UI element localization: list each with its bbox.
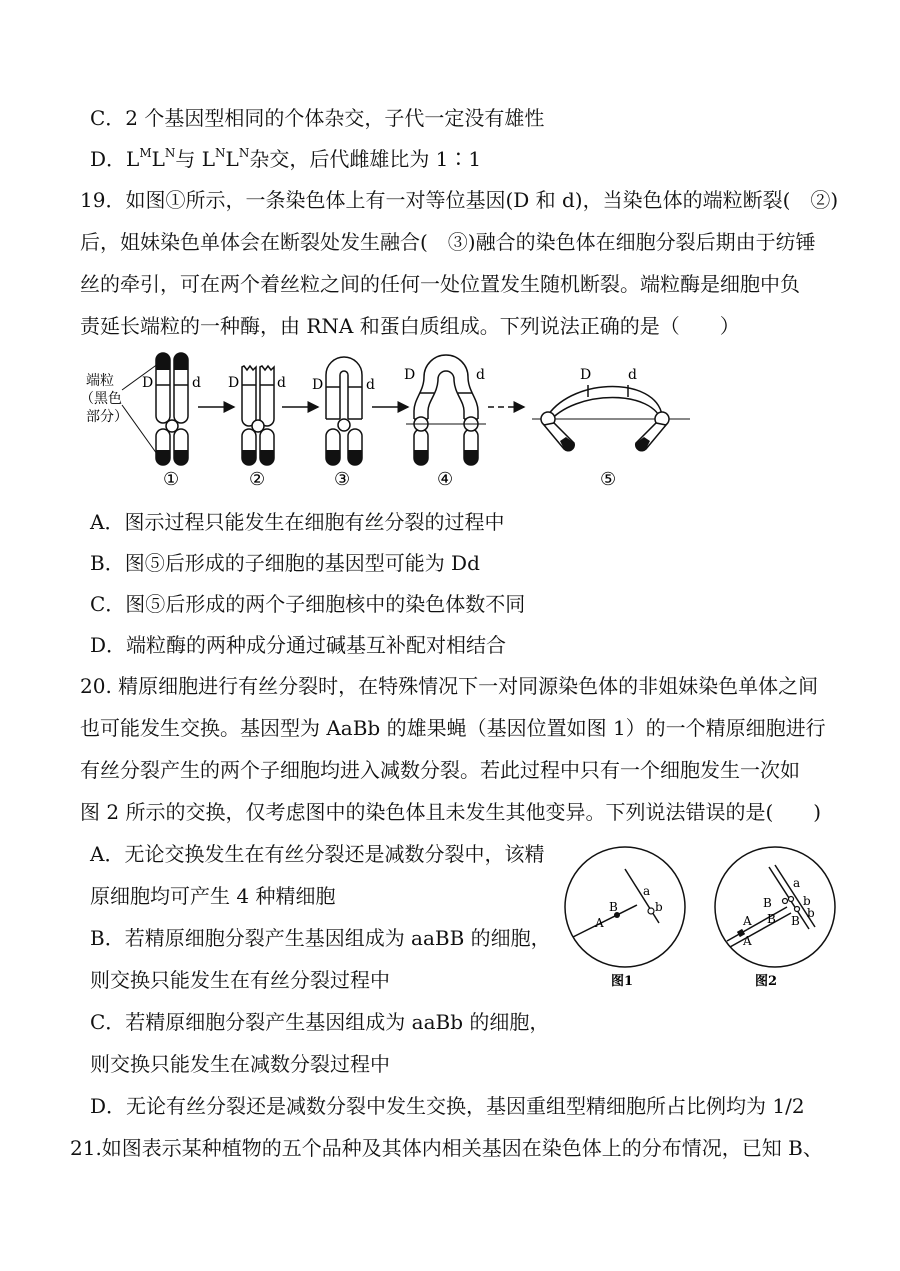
step-label-1: ① (163, 469, 180, 490)
gene-label-D: D (580, 367, 592, 383)
fig2-gene-B: B (763, 896, 772, 910)
q18-option-d: D．$L^ML^N$与 $L^NL^N$杂交，后代雌雄比为 1∶1 (90, 146, 482, 171)
gene-label-d: d (366, 377, 375, 393)
q19-option-b: B．图⑤后形成的子细胞的基因型可能为 Dd (90, 551, 480, 575)
gene-label-d: d (628, 367, 637, 383)
q19-stem-line-3: 丝的牵引，可在两个着丝粒之间的任何一处位置发生随机断裂。端粒酶是细胞中负 (80, 272, 800, 296)
homologous-chromosome-figures (555, 845, 845, 995)
fig2-gene-a: a (793, 876, 801, 890)
chromosome-step-3 (312, 357, 375, 465)
fig1-gene-b: b (655, 900, 663, 914)
callout-line-1: 端粒 (86, 373, 114, 389)
gene-label-d: d (476, 367, 485, 383)
q20-option-b-line-1: B．若精原细胞分裂产生基因组成为 aaBB 的细胞， (90, 926, 551, 950)
q19-option-d: D．端粒酶的两种成分通过碱基互补配对相结合 (90, 633, 507, 657)
step-label-3: ③ (334, 469, 351, 490)
q20-stem-line-2: 也可能发生交换。基因型为 AaBb 的雄果蝇（基因位置如图 1）的一个精原细胞进行 (80, 716, 826, 740)
fig2-gene-B: B (767, 912, 776, 926)
gene-label-D: D (142, 375, 154, 391)
step-label-4: ④ (437, 469, 454, 490)
fig2-gene-b: b (803, 894, 811, 908)
q18-option-c: C．2 个基因型相同的个体杂交，子代一定没有雄性 (90, 106, 545, 130)
q20-option-b-line-2: 则交换只能发生在有丝分裂过程中 (90, 968, 390, 992)
fig2-gene-B: B (791, 914, 800, 928)
callout-line-3: 部分） (86, 409, 128, 425)
q20-stem-line-1: 20. 精原细胞进行有丝分裂时，在特殊情况下一对同源染色体的非姐妹染色单体之间 (80, 674, 819, 698)
callout-line-2: （黑色 (80, 391, 122, 407)
q20-option-c-line-1: C．若精原细胞分裂产生基因组成为 aaBb 的细胞， (90, 1010, 550, 1034)
q20-option-c-line-2: 则交换只能发生在减数分裂过程中 (90, 1052, 390, 1076)
figure-1 (565, 847, 685, 989)
fig1-gene-a: a (643, 884, 651, 898)
q19-stem-line-1: 19．如图①所示，一条染色体上有一对等位基因(D 和 d)，当染色体的端粒断裂( ②) (80, 188, 839, 212)
q20-stem-line-3: 有丝分裂产生的两个子细胞均进入减数分裂。若此过程中只有一个细胞发生一次如 (80, 758, 800, 782)
fig2-gene-A: A (743, 934, 752, 948)
chromosome-step-5 (532, 367, 690, 451)
step-label-2: ② (249, 469, 266, 490)
q20-stem-line-4: 图 2 所示的交换，仅考虑图中的染色体且未发生其他变异。下列说法错误的是( ) (80, 800, 822, 824)
q20-option-d: D．无论有丝分裂还是减数分裂中发生交换，基因重组型精细胞所占比例均为 1/2 (90, 1094, 805, 1118)
chromosome-fusion-figure (70, 345, 710, 495)
fig2-label: 图2 (755, 974, 778, 989)
chromosome-step-4 (404, 355, 486, 465)
fig1-label: 图1 (611, 974, 634, 989)
chromosome-step-1 (142, 353, 201, 465)
q20-option-a-line-2: 原细胞均可产生 4 种精细胞 (90, 884, 336, 908)
fig2-gene-b: b (807, 906, 815, 920)
chromosome-step-2 (228, 366, 286, 465)
q19-stem-line-4: 责延长端粒的一种酶，由 RNA 和蛋白质组成。下列说法正确的是（ ） (80, 314, 740, 338)
gene-label-d: d (277, 375, 286, 391)
q19-option-c: C．图⑤后形成的两个子细胞核中的染色体数不同 (90, 592, 526, 616)
gene-label-d: d (192, 375, 201, 391)
fig1-gene-B: B (609, 900, 618, 914)
q20-option-a-line-1: A．无论交换发生在有丝分裂还是减数分裂中，该精 (90, 842, 545, 866)
q21-stem-line-1: 21.如图表示某种植物的五个品种及其体内相关基因在染色体上的分布情况，已知 B、 (70, 1136, 823, 1160)
fig1-gene-A: A (595, 916, 604, 930)
fig2-gene-A: A (743, 914, 752, 928)
gene-label-D: D (404, 367, 416, 383)
q19-stem-line-2: 后，姐妹染色单体会在断裂处发生融合( ③)融合的染色体在细胞分裂后期由于纺锤 (80, 230, 816, 254)
gene-label-D: D (312, 377, 324, 393)
gene-label-D: D (228, 375, 240, 391)
figure-2 (715, 847, 835, 989)
step-label-5: ⑤ (600, 469, 617, 490)
q19-option-a: A．图示过程只能发生在细胞有丝分裂的过程中 (90, 510, 505, 534)
